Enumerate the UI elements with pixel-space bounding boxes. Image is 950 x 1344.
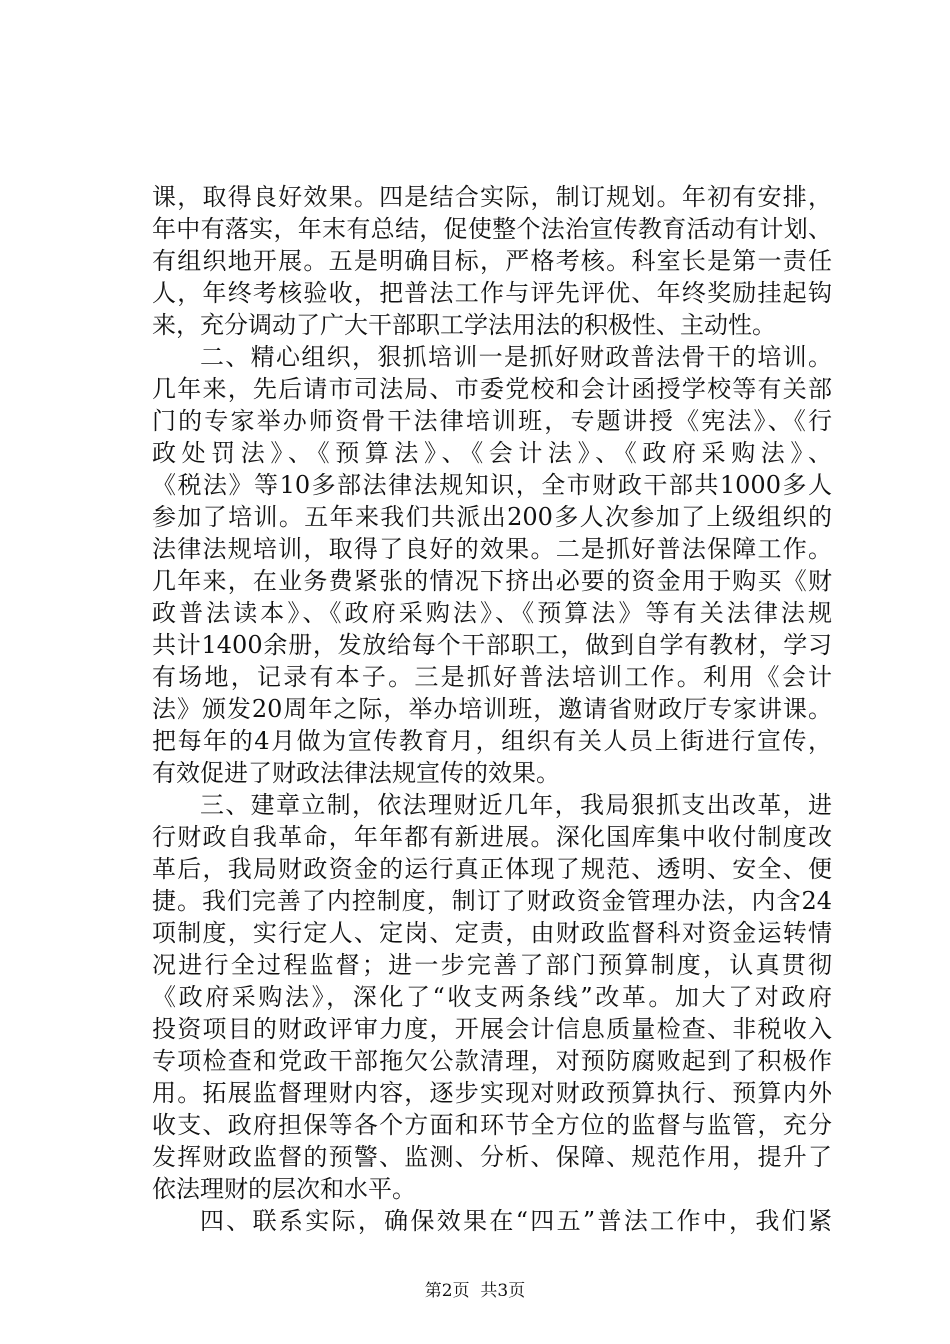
text-line: 《税法》等10多部法律法规知识，全市财政干部共1000多人 [152, 471, 832, 499]
text-line: 几年来，在业务费紧张的情况下挤出必要的资金用于购买《财 [152, 567, 832, 595]
text-line: 门的专家举办师资骨干法律培训班，专题讲授《宪法》、《行 [152, 407, 832, 435]
text-line: 况进行全过程监督；进一步完善了部门预算制度，认真贯彻 [152, 951, 832, 979]
text-line: 《政府采购法》，深化了“收支两条线”改革。加大了对政府 [152, 983, 832, 1011]
section-heading-line: 三、建章立制，依法理财近几年，我局狠抓支出改革，进 [200, 791, 832, 819]
text-line: 依法理财的层次和水平。 [152, 1175, 416, 1203]
text-line: 行财政自我革命，年年都有新进展。深化国库集中收付制度改 [152, 823, 832, 851]
text-line: 几年来，先后请市司法局、市委党校和会计函授学校等有关部 [152, 375, 832, 403]
text-line: 有效促进了财政法律法规宣传的效果。 [152, 759, 560, 787]
text-line: 用。拓展监督理财内容，逐步实现对财政预算执行、预算内外 [152, 1079, 832, 1107]
document-body [152, 181, 832, 1237]
text-line: 共计1400余册，发放给每个干部职工，做到自学有教材，学习 [152, 631, 832, 659]
text-line: 来，充分调动了广大干部职工学法用法的积极性、主动性。 [152, 311, 776, 339]
text-line: 课，取得良好效果。四是结合实际，制订规划。年初有安排， [152, 183, 832, 211]
text-line: 法》颁发20周年之际，举办培训班，邀请省财政厅专家讲课。 [152, 695, 832, 723]
section-heading-line: 二、精心组织，狠抓培训一是抓好财政普法骨干的培训。 [200, 343, 832, 371]
text-line: 专项检查和党政干部拖欠公款清理，对预防腐败起到了积极作 [152, 1047, 832, 1075]
text-line: 发挥财政监督的预警、监测、分析、保障、规范作用，提升了 [152, 1143, 832, 1171]
text-line: 参加了培训。五年来我们共派出200多人次参加了上级组织的 [152, 503, 832, 531]
text-line: 革后，我局财政资金的运行真正体现了规范、透明、安全、便 [152, 855, 832, 883]
text-line: 政普法读本》、《政府采购法》、《预算法》等有关法律法规 [152, 599, 832, 627]
text-line: 投资项目的财政评审力度，开展会计信息质量检查、非税收入 [152, 1015, 832, 1043]
text-line: 政处罚法》、《预算法》、《会计法》、《政府采购法》、 [152, 439, 832, 467]
text-line: 有场地，记录有本子。三是抓好普法培训工作。利用《会计 [152, 663, 832, 691]
text-line: 人，年终考核验收，把普法工作与评先评优、年终奖励挂起钩 [152, 279, 832, 307]
text-line: 有组织地开展。五是明确目标，严格考核。科室长是第一责任 [152, 247, 832, 275]
text-line: 项制度，实行定人、定岗、定责，由财政监督科对资金运转情 [152, 919, 832, 947]
page-number-footer: 第2页 共3页 [424, 1281, 526, 1301]
text-line: 法律法规培训，取得了良好的效果。二是抓好普法保障工作。 [152, 535, 832, 563]
text-line: 收支、政府担保等各个方面和环节全方位的监督与监管，充分 [152, 1111, 832, 1139]
text-line: 年中有落实，年末有总结，促使整个法治宣传教育活动有计划、 [152, 215, 832, 243]
text-line: 把每年的4月做为宣传教育月，组织有关人员上街进行宣传， [152, 727, 832, 755]
text-line: 捷。我们完善了内控制度，制订了财政资金管理办法，内含24 [152, 887, 832, 915]
section-heading-line: 四、联系实际，确保效果在“四五”普法工作中，我们紧 [200, 1207, 832, 1235]
